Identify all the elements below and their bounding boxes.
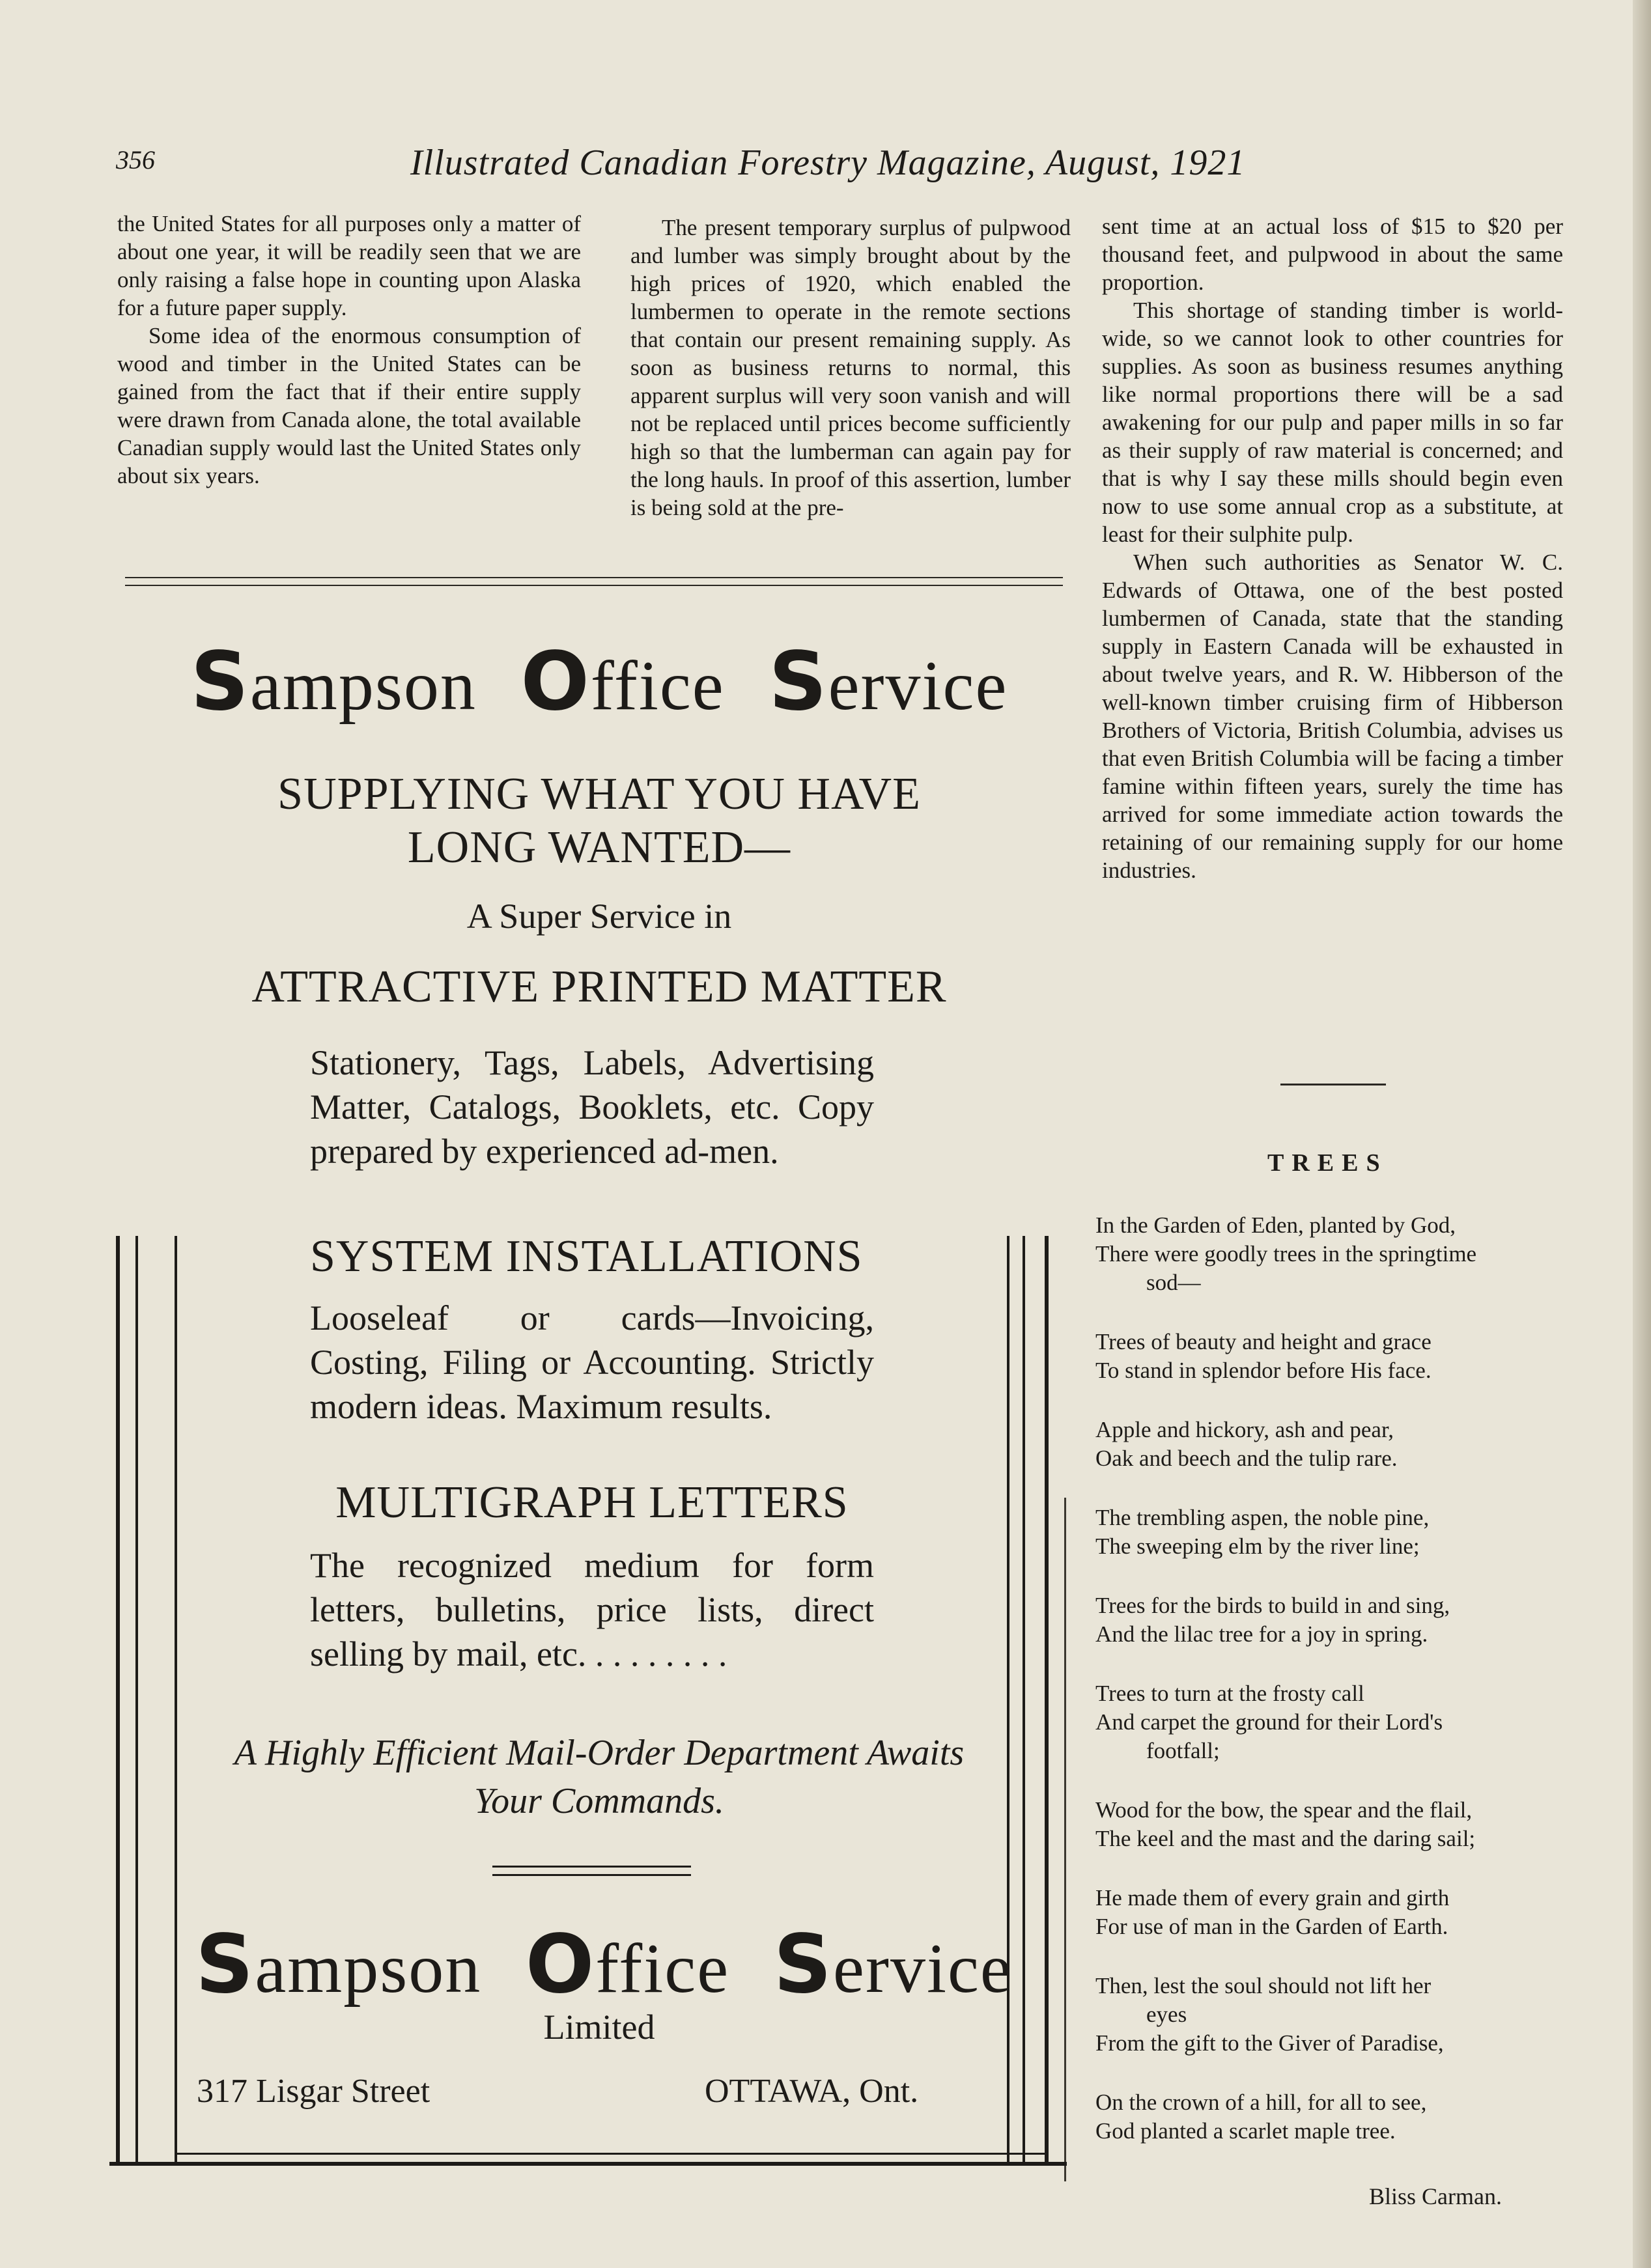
brand-word: Office	[520, 635, 725, 729]
section-divider	[1280, 1084, 1386, 1085]
poem-line: God planted a scarlet maple tree.	[1095, 2118, 1396, 2144]
page-number: 356	[116, 145, 155, 175]
stanza	[1095, 1679, 1564, 1765]
poem-line: Trees to turn at the frosty call	[1095, 1681, 1364, 1706]
brand-word: Sampson	[195, 1918, 482, 2011]
brand-word: Service	[769, 635, 1008, 729]
frame-rule	[175, 2153, 1047, 2155]
article-column-3	[1102, 212, 1563, 884]
ad-address-street: 317 Lisgar Street	[197, 2073, 430, 2110]
frame-rule	[1023, 1236, 1025, 2164]
stanza	[1095, 1884, 1564, 1941]
poem-line: For use of man in the Garden of Earth.	[1095, 1914, 1448, 1939]
poem-line: And carpet the ground for their Lord's	[1095, 1709, 1443, 1735]
ad-headline: SUPPLYING WHAT YOU HAVE	[277, 769, 921, 819]
poem-line: To stand in splendor before His face.	[1095, 1358, 1432, 1383]
poem-line: On the crown of a hill, for all to see,	[1095, 2090, 1427, 2115]
page-edge-shadow	[1633, 0, 1651, 2268]
poem-line: eyes	[1146, 2002, 1187, 2027]
frame-rule	[175, 1236, 177, 2164]
article-column-2	[630, 214, 1071, 522]
poem-title: TREES	[1267, 1149, 1388, 1177]
poem-line: footfall;	[1146, 1738, 1220, 1763]
paragraph: When such authorities as Senator W. C. Edwards of Ottawa, one of the best posted lumbermen of Canada, state that the standing supply in Eastern Canada will be exhausted in about twelve years, and R. W. Hibberson of the well-known timber cruising firm of Hibberson Brothers of Victoria, British Columbia, advises us that even British Columbia will be facing a timber famine within fifteen years, surely the time has arrived for some immediate action towards the retaining of our remaining supply for our home industries.	[1102, 550, 1563, 883]
ad-section-heading: ATTRACTIVE PRINTED MATTER	[251, 962, 947, 1012]
frame-rule	[135, 1236, 138, 2164]
double-rule	[125, 577, 1063, 586]
poem-line: Oak and beech and the tulip rare.	[1095, 1446, 1398, 1471]
poem-line: From the gift to the Giver of Paradise,	[1095, 2030, 1444, 2056]
stanza	[1095, 1591, 1564, 1649]
stanza	[1095, 1972, 1564, 2058]
stanza	[1095, 2088, 1564, 2146]
stanza	[1095, 1416, 1564, 1473]
poem-line: The trembling aspen, the noble pine,	[1095, 1505, 1430, 1530]
poem-line: He made them of every grain and girth	[1095, 1885, 1450, 1911]
poem-line: And the lilac tree for a joy in spring.	[1095, 1621, 1428, 1647]
ad-section-body: Looseleaf or cards—Invoicing, Costing, Filing or Accounting. Strictly modern ideas. Maximum results.	[310, 1298, 874, 1426]
stanza	[1095, 1211, 1564, 1297]
ad-brand-title-footer	[195, 1918, 1013, 2011]
brand-word: Service	[773, 1918, 1013, 2011]
poem-line: The keel and the mast and the daring sail;	[1095, 1826, 1476, 1851]
poem-author: Bliss Carman.	[1369, 2183, 1502, 2209]
ad-headline: LONG WANTED—	[407, 822, 791, 873]
poem-line: The sweeping elm by the river line;	[1095, 1533, 1420, 1559]
poem-line: Apple and hickory, ash and pear,	[1095, 1417, 1394, 1442]
poem	[1095, 1211, 1564, 2176]
ad-section-heading: MULTIGRAPH LETTERS	[335, 1477, 849, 1528]
double-rule	[492, 1866, 691, 1876]
paragraph: The present temporary surplus of pulpwood and lumber was simply brought about by the high prices of 1920, which enabled the lumbermen to operate in the remote sections that contain our present remaining supply. As soon as business returns to normal, this apparent surplus will very soon vanish and will not be replaced until prices become sufficiently high so that the lumberman can again pay for the long hauls. In proof of this assertion, lumber is being sold at the pre-	[630, 215, 1071, 520]
poem-line: Then, lest the soul should not lift her	[1095, 1973, 1432, 1998]
stanza	[1095, 1796, 1564, 1853]
ad-limited: Limited	[543, 2008, 655, 2047]
paragraph: the United States for all purposes only a matter of about one year, it will be readily seen that we are only raising a false hope in counting upon Alaska for a future paper supply.	[117, 211, 581, 320]
stanza	[1095, 1328, 1564, 1385]
ad-mailorder: A Highly Efficient Mail-Order Department Awaits	[234, 1733, 965, 1773]
poem-line: Trees of beauty and height and grace	[1095, 1329, 1432, 1354]
paragraph: This shortage of standing timber is world-wide, so we cannot look to other countries for supplies. As soon as business resumes anything like normal proportions there will be a sad awakening for our pulp and paper mills in so far as their supply of raw material is concerned; and that is why I say these mills should begin even now to use some annual crop as a substitute, at least for their sulphite pulp.	[1102, 298, 1563, 547]
frame-rule	[1007, 1236, 1009, 2164]
frame-rule	[109, 2162, 1067, 2166]
column-divider	[1064, 1498, 1066, 2181]
ad-section-heading: SYSTEM INSTALLATIONS	[310, 1231, 863, 1281]
poem-line: Trees for the birds to build in and sing,	[1095, 1593, 1450, 1618]
ad-section-body: Stationery, Tags, Labels, Advertising Matter, Catalogs, Booklets, etc. Copy prepared by experienced ad-men.	[310, 1043, 874, 1171]
ad-subhead: A Super Service in	[466, 897, 732, 936]
frame-rule	[1045, 1236, 1049, 2164]
article-column-1	[117, 210, 581, 490]
poem-line: In the Garden of Eden, planted by God,	[1095, 1212, 1456, 1238]
frame-rule	[116, 1236, 120, 2164]
running-head: Illustrated Canadian Forestry Magazine, August, 1921	[410, 143, 1246, 183]
brand-word: Sampson	[190, 635, 477, 729]
ad-address-city: OTTAWA, Ont.	[705, 2073, 919, 2110]
stanza	[1095, 1504, 1564, 1561]
poem-line: Wood for the bow, the spear and the flail,	[1095, 1797, 1473, 1823]
ad-mailorder: Your Commands.	[474, 1781, 724, 1821]
ad-section-body: The recognized medium for form letters, bulletins, price lists, direct selling by mail, etc. . . . . . . . .	[310, 1546, 874, 1673]
poem-line: sod—	[1146, 1270, 1201, 1295]
poem-line: There were goodly trees in the springtime	[1095, 1241, 1477, 1267]
ad-brand-title	[182, 635, 1016, 729]
paragraph: Some idea of the enormous consumption of wood and timber in the United States can be gained from the fact that if their entire supply were drawn from Canada alone, the total available Canadian supply would last the United States only about six years.	[117, 323, 581, 488]
paragraph: sent time at an actual loss of $15 to $20 per thousand feet, and pulpwood in about the same proportion.	[1102, 214, 1563, 295]
brand-word: Office	[525, 1918, 730, 2011]
